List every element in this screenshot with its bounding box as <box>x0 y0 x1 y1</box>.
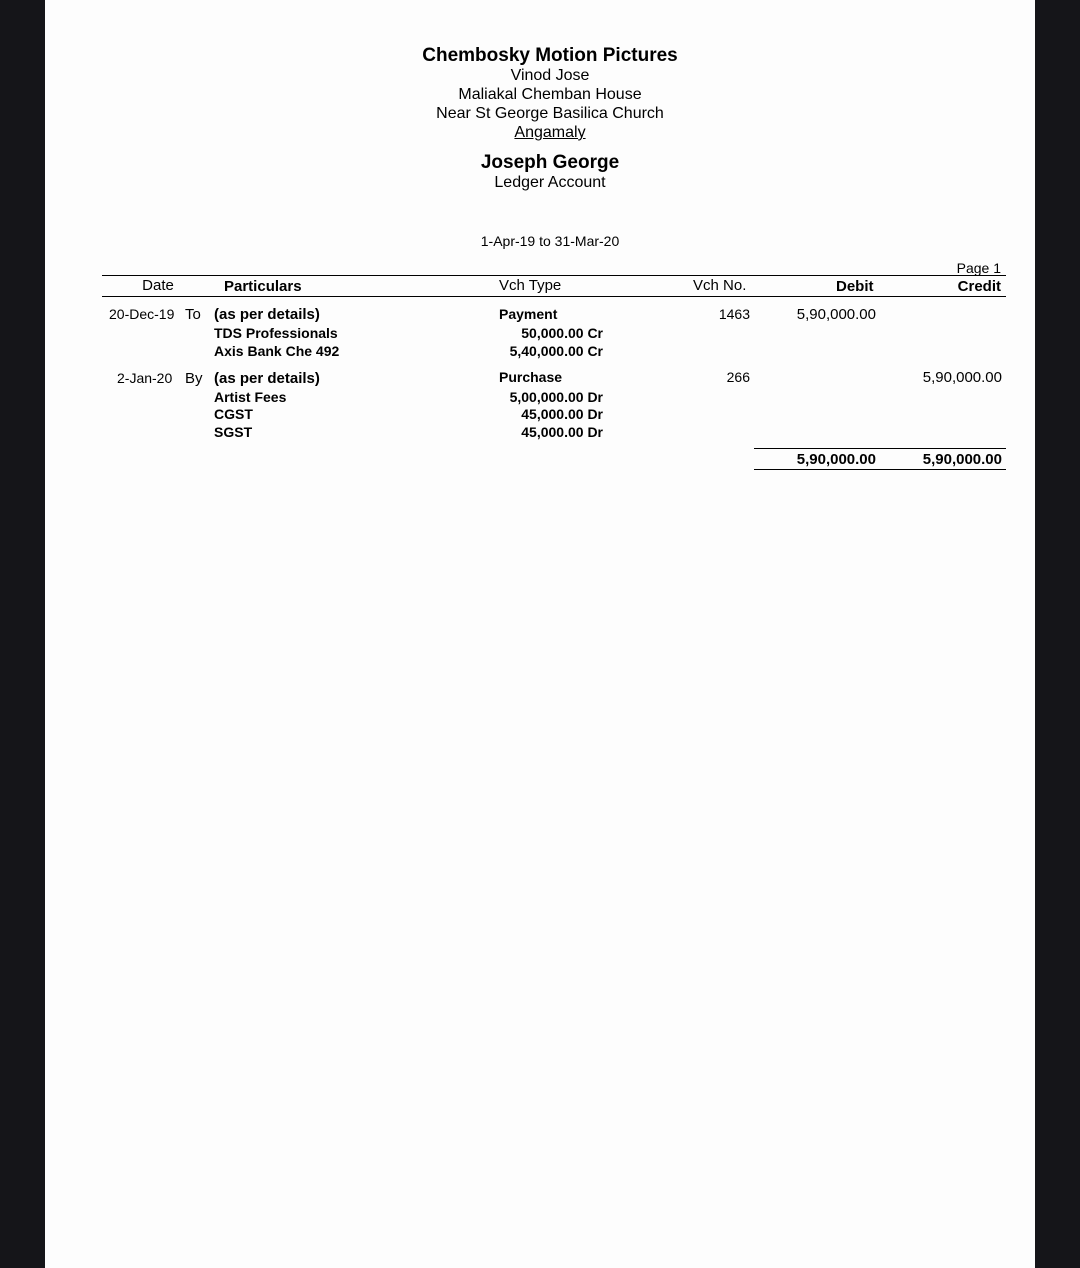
column-header-debit: Debit <box>836 278 874 295</box>
entry-vch-type: Payment <box>499 306 558 322</box>
page-number: Page 1 <box>956 260 1001 276</box>
column-header-credit: Credit <box>957 278 1001 295</box>
company-name: Chembosky Motion Pictures <box>422 45 678 66</box>
entry-date: 2-Jan-20 <box>117 370 173 386</box>
entry-credit: 5,90,000.00 <box>922 369 1002 386</box>
detail-account: Axis Bank Che 492 <box>214 343 340 359</box>
entry-vch-type: Purchase <box>499 369 563 385</box>
ledger-period: 1-Apr-19 to 31-Mar-20 <box>480 233 620 249</box>
detail-account: SGST <box>214 424 253 440</box>
detail-amount: 45,000.00 Dr <box>521 424 603 440</box>
company-contact: Vinod Jose <box>510 67 590 84</box>
detail-account: Artist Fees <box>214 389 287 405</box>
total-debit: 5,90,000.00 <box>796 451 876 468</box>
column-header-vch-no: Vch No. <box>693 277 747 294</box>
entry-particulars: (as per details) <box>214 306 320 323</box>
entry-vch-no: 266 <box>726 369 750 385</box>
company-address-line2: Near St George Basilica Church <box>436 105 664 122</box>
detail-amount: 5,00,000.00 Dr <box>509 389 603 405</box>
company-city: Angamaly <box>514 124 586 141</box>
detail-amount: 50,000.00 Cr <box>521 325 603 341</box>
column-header-date: Date <box>142 277 174 294</box>
ledger-page <box>45 0 1035 1268</box>
entry-date: 20-Dec-19 <box>109 306 175 322</box>
column-header-particulars: Particulars <box>224 278 302 295</box>
entry-vch-no: 1463 <box>718 306 750 322</box>
totals-bottom-rule <box>754 469 1006 470</box>
detail-amount: 45,000.00 Dr <box>521 406 603 422</box>
totals-top-rule <box>754 448 1006 449</box>
entry-direction: By <box>185 370 203 387</box>
header-top-rule <box>102 275 1006 276</box>
entry-direction: To <box>185 306 201 323</box>
ledger-name: Joseph George <box>480 152 620 173</box>
total-credit: 5,90,000.00 <box>922 451 1002 468</box>
detail-account: TDS Professionals <box>214 325 338 341</box>
ledger-type: Ledger Account <box>494 174 606 191</box>
header-bottom-rule <box>102 296 1006 297</box>
company-address-line1: Maliakal Chemban House <box>458 86 642 103</box>
entry-debit: 5,90,000.00 <box>796 306 876 323</box>
detail-account: CGST <box>214 406 253 422</box>
entry-particulars: (as per details) <box>214 370 320 387</box>
column-header-vch-type: Vch Type <box>499 277 562 294</box>
detail-amount: 5,40,000.00 Cr <box>509 343 603 359</box>
